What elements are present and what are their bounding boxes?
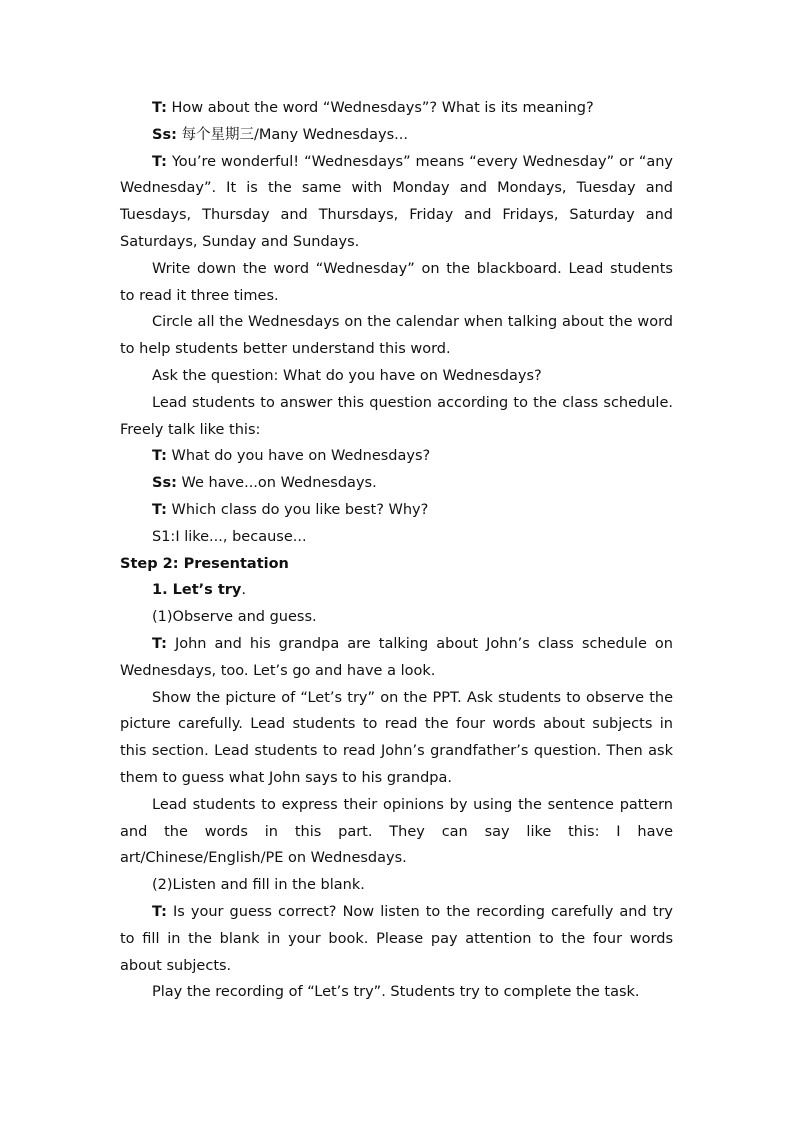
speaker-label: Ss: [152, 475, 177, 492]
paragraph-text: Ask the question: What do you have on Wednesdays? [152, 367, 542, 384]
paragraph-4 [120, 256, 673, 310]
paragraph-11 [120, 524, 673, 551]
paragraph-19 [120, 899, 673, 979]
paragraph-text: Lead students to answer this question according to the class schedule. Freely talk like this: [120, 394, 673, 438]
paragraph-8 [120, 443, 673, 470]
paragraph-text: Show the picture of “Let’s try” on the PPT. Ask students to observe the picture carefully. Lead students to read the four words about subjects in this section. Lead students to read John’s grandfather’s question. Then ask them to guess what John says to his grandpa. [120, 689, 673, 786]
speaker-label: T: [152, 903, 167, 920]
paragraph-17 [120, 792, 673, 872]
paragraph-14 [120, 604, 673, 631]
paragraph-3 [120, 149, 673, 256]
paragraph-text: We have...on Wednesdays. [176, 475, 377, 492]
paragraph-7 [120, 390, 673, 444]
speaker-label: T: [152, 100, 167, 116]
paragraph-2 [120, 122, 673, 149]
paragraph-text: S1:I like..., because... [152, 528, 307, 545]
paragraph-text: You’re wonderful! “Wednesdays” means “every Wednesday” or “any Wednesday”. It is the same with Monday and Mondays, Tuesday and Tuesdays, Thursday and Thursdays, Friday and Fridays, Saturday and Saturdays, Sunday and Sundays. [120, 153, 673, 250]
paragraph-15 [120, 631, 673, 685]
subsection-heading [120, 577, 673, 604]
paragraph-20 [120, 979, 673, 1006]
speaker-label: Ss: [152, 126, 177, 143]
paragraph-text: Lead students to express their opinions by using the sentence pattern and the words in this part. They can say like this: I have art/Chinese/English/PE on Wednesdays. [120, 796, 673, 867]
speaker-label: T: [152, 635, 167, 652]
paragraph-10 [120, 497, 673, 524]
paragraph-text: (2)Listen and fill in the blank. [152, 877, 365, 894]
paragraph-1 [120, 95, 673, 122]
paragraph-5 [120, 309, 673, 363]
paragraph-16 [120, 685, 673, 792]
subheading-period: . [241, 582, 246, 599]
paragraph-text: (1)Observe and guess. [152, 609, 317, 626]
paragraph-text: Circle all the Wednesdays on the calendar when talking about the word to help students better understand this word. [120, 314, 673, 358]
subheading-text: 1. Let’s try [152, 582, 242, 599]
speaker-label: T: [152, 501, 167, 518]
paragraph-text: What do you have on Wednesdays? [166, 448, 431, 465]
paragraph-text: 每个星期三/Many Wednesdays... [176, 126, 408, 143]
speaker-label: T: [152, 448, 167, 465]
heading-text: Step 2: Presentation [120, 555, 289, 572]
speaker-label: T: [152, 153, 167, 170]
paragraph-text: Which class do you like best? Why? [166, 501, 429, 518]
section-heading [120, 551, 673, 578]
paragraph-text: How about the word “Wednesdays”? What is its meaning? [166, 100, 594, 116]
paragraph-9 [120, 470, 673, 497]
paragraph-18 [120, 872, 673, 899]
paragraph-text: Write down the word “Wednesday” on the blackboard. Lead students to read it three times. [120, 260, 673, 304]
document-body [120, 95, 673, 1006]
paragraph-text: Is your guess correct? Now listen to the recording carefully and try to fill in the blank in your book. Please pay attention to the four words about subjects. [120, 903, 673, 974]
paragraph-text: John and his grandpa are talking about John’s class schedule on Wednesdays, too. Let’s go and have a look. [120, 635, 673, 679]
paragraph-text: Play the recording of “Let’s try”. Students try to complete the task. [152, 984, 640, 1001]
paragraph-6 [120, 363, 673, 390]
